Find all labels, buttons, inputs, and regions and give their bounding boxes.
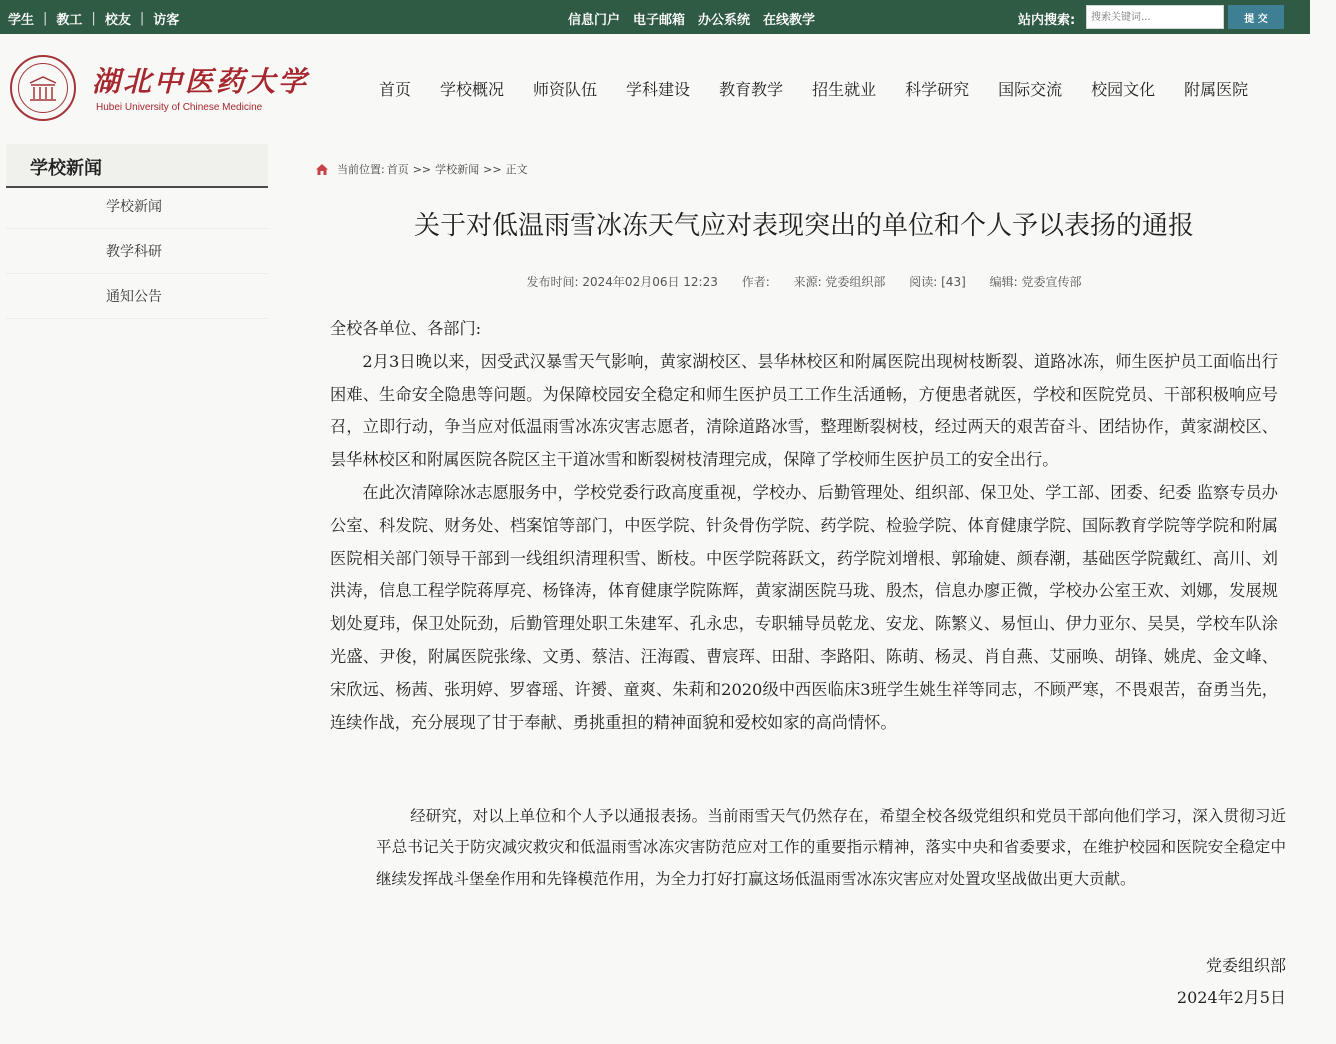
link-online-teaching[interactable]: 在线教学	[763, 13, 816, 28]
nav-international[interactable]: 国际交流	[998, 80, 1063, 99]
meta-author: 作者:	[741, 275, 770, 289]
meta-published: 发布时间: 2024年02月06日 12:23	[526, 275, 718, 289]
meta-source: 来源: 党委组织部	[793, 275, 886, 289]
university-seal-logo[interactable]	[10, 55, 76, 121]
search-input[interactable]	[1086, 5, 1224, 29]
breadcrumb-sep: >>	[412, 162, 432, 176]
gate-icon	[12, 57, 74, 119]
article-title: 关于对低温雨雪冰冻天气应对表现突出的单位和个人予以表扬的通报	[413, 211, 1194, 241]
article-paragraph: 2月3日晚以来，因受武汉暴雪天气影响，黄家湖校区、昙华林校区和附属医院出现树枝断裂、道路冰冻，师生医护员工面临出行困难、生命安全隐患等问题。为保障校园安全稳定和师生医护员工工作生活通畅，方便患者就医，学校和医院党员、干部积极响应号召，立即行动，争当应对低温雨雪冰冻灾害志愿者，清除道路冰雪，整理断裂树枝，经过两天的艰苦奋斗、团结协作，黄家湖校区、昙华林校区和附属医院各院区主干道冰雪和断裂树枝清理完成，保障了学校师生医护员工的安全出行。	[330, 351, 1278, 470]
nav-hospital[interactable]: 附属医院	[1184, 80, 1249, 99]
nav-admissions[interactable]: 招生就业	[812, 80, 877, 99]
article-greeting: 全校各单位、各部门:	[330, 319, 482, 338]
link-visitor[interactable]: 访客	[153, 13, 180, 28]
search-label: 站内搜索:	[1018, 13, 1076, 28]
nav-disciplines[interactable]: 学科建设	[626, 80, 691, 99]
link-office-system[interactable]: 办公系统	[698, 13, 751, 28]
breadcrumb	[315, 161, 530, 177]
nav-home[interactable]: 首页	[379, 80, 412, 99]
search-submit-button[interactable]: 提 交	[1228, 5, 1284, 29]
nav-about[interactable]: 学校概况	[440, 80, 505, 99]
portal-links	[568, 9, 815, 28]
link-alumni[interactable]: 校友	[104, 13, 131, 28]
article-meta	[330, 273, 1278, 290]
home-icon	[315, 163, 329, 176]
breadcrumb-sep: >>	[483, 162, 502, 176]
article-closing: 经研究，对以上单位和个人予以通报表扬。当前雨雪天气仍然存在，希望全校各级党组织和党员干部向他们学习，深入贯彻习近平总书记关于防灾减灾救灾和低温雨雪冰冻灾害防范应对工作的重要指示精神，落实中央和省委要求，在维护校园和医院安全稳定中继续发挥战斗堡垒作用和先锋模范作用，为全力打好打赢这场低温雨雪冰冻灾害应对处置攻坚战做出更大贡献。	[376, 807, 1286, 888]
nav-faculty[interactable]: 师资队伍	[533, 80, 598, 99]
breadcrumb-section[interactable]: 学校新闻	[435, 163, 480, 176]
meta-editor: 编辑: 党委宣传部	[989, 275, 1082, 289]
article-body	[330, 313, 1278, 739]
logo-english-name: Hubei University of Chinese Medicine	[96, 102, 263, 113]
sidebar-item-school-news[interactable]: 学校新闻	[6, 190, 268, 229]
main-navigation	[379, 77, 1248, 100]
link-info-portal[interactable]: 信息门户	[568, 13, 621, 28]
sidebar-item-notices[interactable]: 通知公告	[6, 280, 268, 319]
breadcrumb-home[interactable]: 首页	[386, 163, 409, 176]
nav-campus-culture[interactable]: 校园文化	[1091, 80, 1156, 99]
nav-research[interactable]: 科学研究	[905, 80, 970, 99]
nav-education[interactable]: 教育教学	[719, 80, 784, 99]
top-bar	[0, 0, 1310, 34]
logo-chinese-name[interactable]: 湖北中医药大学	[92, 65, 310, 98]
breadcrumb-label: 当前位置:	[337, 163, 385, 176]
article-paragraph: 在此次清障除冰志愿服务中，学校党委行政高度重视，学校办、后勤管理处、组织部、保卫处、学工部、团委、纪委 监察专员办公室、科发院、财务处、档案馆等部门，中医学院、针灸骨伤学院、药学院、检验学院、体育健康学院、国际教育学院等学院和附属医院相关部门领导干部到一线组织清理积雪、断枝。中医学院蒋跃文，药学院刘增根、郭瑜婕、颜春潮，基础医学院戴红、高川、刘洪涛，信息工程学院蒋厚亮、杨锋涛，体育健康学院陈辉，黄家湖医院马珑、殷杰，信息办廖正微，学校办公室王欢、刘娜，发展规划处夏玮，保卫处阮劲，后勤管理处职工朱建军、孔永忠，专职辅导员乾龙、安龙、陈繁义、易恒山、伊力亚尔、吴昊，学校车队涂光盛、尹俊，附属医院张缘、文勇、蔡洁、汪海霞、曹宸珲、田甜、李路阳、陈萌、杨灵、肖自燕、艾丽唤、胡锋、姚虎、金文峰、宋欣远、杨茜、张玥婷、罗睿瑶、许赟、童爽、朱莉和2020级中西医临床3班学生姚生祥等同志，不顾严寒，不畏艰苦，奋勇当先，连续作战，充分展现了甘于奉献、勇挑重担的精神面貌和爱校如家的高尚情怀。	[330, 482, 1278, 732]
link-student[interactable]: 学生	[8, 13, 35, 28]
article-signature: 党委组织部	[1205, 956, 1286, 975]
meta-views: 阅读: [43]	[909, 275, 966, 289]
breadcrumb-current: 正文	[505, 163, 528, 176]
link-email[interactable]: 电子邮箱	[633, 13, 686, 28]
audience-links: 学生 | 教工 | 校友 | 访客	[8, 11, 180, 28]
article-date: 2024年2月5日	[1176, 988, 1286, 1007]
link-staff[interactable]: 教工	[56, 13, 83, 28]
sidebar-item-teaching-research[interactable]: 教学科研	[6, 235, 268, 274]
sidebar-title: 学校新闻	[6, 144, 268, 188]
